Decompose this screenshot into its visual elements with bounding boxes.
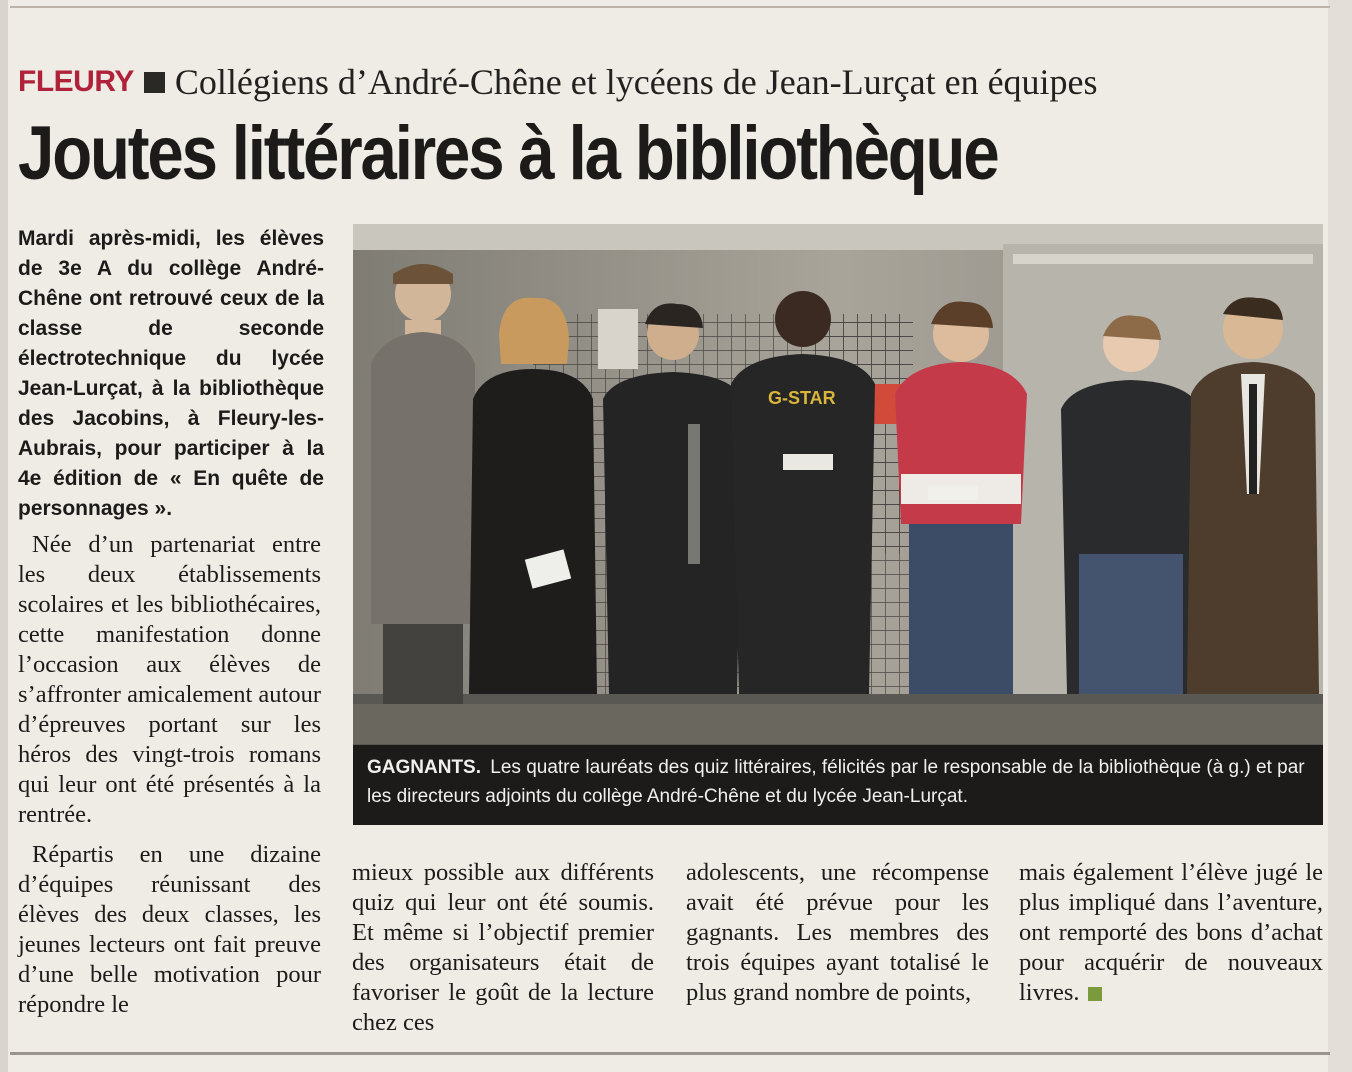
column-1 bbox=[18, 530, 321, 1020]
caption-text: Les quatre lauréats des quiz littéraires, félicités par le responsable de la bibliothèque (à g.) et par les directeurs adjoints du collège André-Chêne et du lycée Jean-Lurçat. bbox=[367, 757, 1305, 807]
adjacent-page-strip-right bbox=[1328, 0, 1352, 1072]
paragraph: mais également l’élève jugé le plus impliqué dans l’aventure, ont remporté des bons d’achat pour acquérir de nouveaux livres. bbox=[1019, 859, 1323, 1006]
article-photo bbox=[353, 224, 1323, 825]
shirt-logo: G-STAR bbox=[768, 388, 836, 408]
paragraph: Née d’un partenariat entre les deux établissements scolaires et les bibliothécaires, cette manifestation donne l’occasion aux élèves de s’affronter amicalement autour d’épreuves portant sur les héros des vingt-trois romans qui leur ont été présentés à la rentrée. bbox=[18, 531, 321, 828]
paragraph: Répartis en une dizaine d’équipes réunissant des élèves des deux classes, les jeunes lecteurs ont fait preuve d’une belle motivation pour répondre le bbox=[18, 841, 321, 1018]
adjacent-page-strip bbox=[0, 0, 8, 1072]
photo-caption bbox=[353, 745, 1323, 825]
bottom-rule bbox=[10, 1052, 1330, 1055]
photo-image bbox=[353, 224, 1323, 825]
kicker-line bbox=[18, 60, 1098, 104]
top-rule bbox=[10, 6, 1330, 8]
paragraph: mieux possible aux différents quiz qui leur ont été soumis. Et même si l’objectif premier des organisateurs était de favoriser le goût de la lecture chez ces bbox=[352, 859, 654, 1036]
end-mark-icon bbox=[1088, 987, 1102, 1001]
section-label: FLEURY bbox=[18, 65, 134, 98]
separator-square-icon bbox=[144, 72, 165, 93]
column-3 bbox=[686, 858, 989, 1008]
column-4 bbox=[1019, 858, 1323, 1008]
kicker: Collégiens d’André-Chêne et lycéens de Jean-Lurçat en équipes bbox=[174, 62, 1098, 102]
lead-paragraph: Mardi après-midi, les élèves de 3e A du collège André-Chêne ont retrouvé ceux de la classe de seconde électrotechnique du lycée Jean-Lurçat, à la bibliothèque des Jacobins, à Fleury-les-Aubrais, pour participer à la 4e édition de « En quête de personnages ». bbox=[18, 227, 324, 520]
caption-lead: GAGNANTS. bbox=[367, 757, 481, 778]
column-2 bbox=[352, 858, 654, 1038]
paragraph: adolescents, une récompense avait été prévue pour les gagnants. Les membres des trois équipes ayant totalisé le plus grand nombre de points, bbox=[686, 859, 989, 1006]
headline: Joutes littéraires à la bibliothèque bbox=[18, 111, 998, 196]
